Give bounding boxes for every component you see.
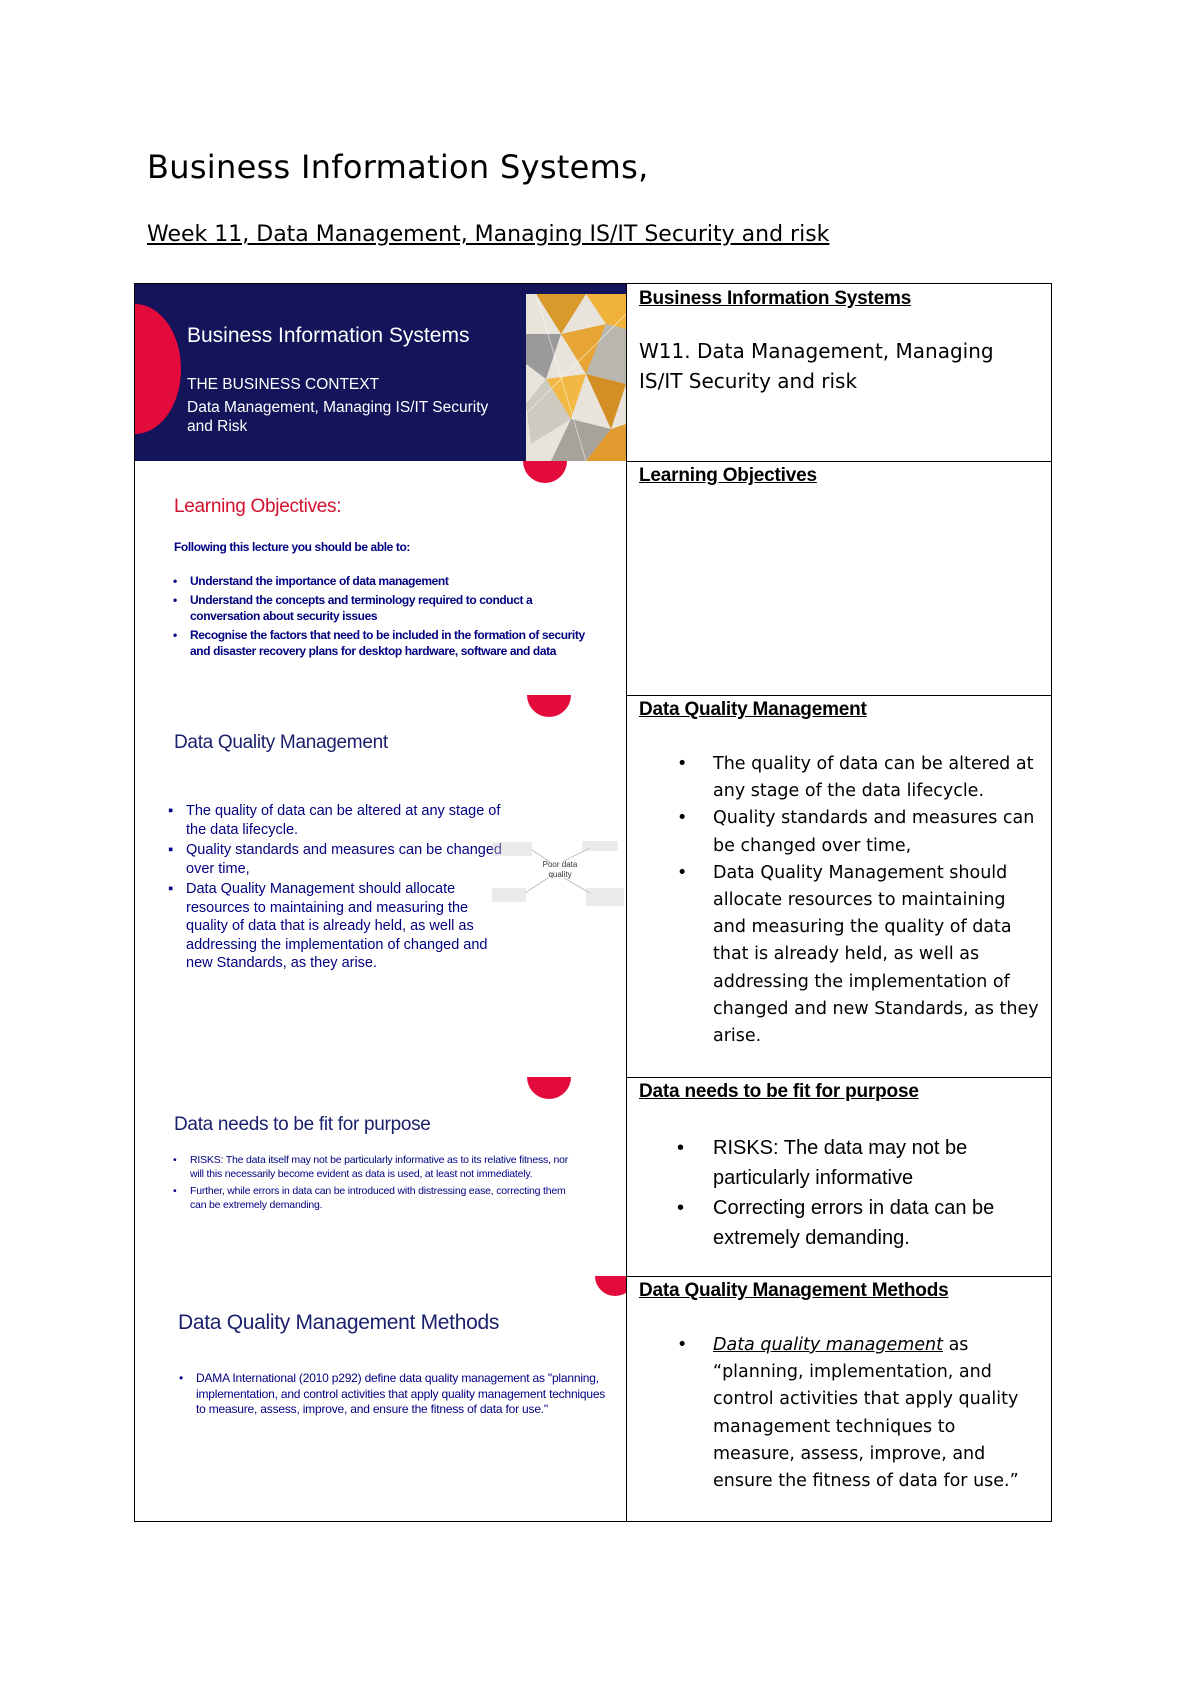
slide-heading: Data Quality Management Methods <box>178 1311 500 1334</box>
slide-data-quality-management <box>135 695 626 1077</box>
notes-bullet: • The quality of data can be altered at any stage of the data lifecycle. <box>639 751 1041 805</box>
red-dot-decoration <box>595 1276 626 1296</box>
notes-bullet-list <box>639 1133 1041 1253</box>
slide-heading: Data needs to be fit for purpose <box>174 1114 431 1135</box>
slide-subtitle: Data Management, Managing IS/IT Security and Risk <box>187 399 489 435</box>
slide-learning-objectives <box>135 461 626 695</box>
slide-bullet-list <box>186 802 504 975</box>
slide-data-quality-methods <box>135 1276 626 1521</box>
slide-bullet: ▪ The quality of data can be altered at any stage of the data lifecycle. <box>186 802 504 839</box>
red-dot-decoration <box>527 695 571 717</box>
poor-data-quality-diagram <box>490 838 625 918</box>
notes-term: Data quality management <box>713 1335 944 1355</box>
notes-heading: Data needs to be fit for purpose <box>639 1081 919 1102</box>
slide-intro-text: Following this lecture you should be able to: <box>174 540 411 554</box>
document-subtitle: Week 11, Data Management, Managing IS/IT Security and risk <box>147 222 830 247</box>
notes-bullet: • RISKS: The data may not be particularly informative <box>639 1133 1041 1193</box>
slide-context-label: THE BUSINESS CONTEXT <box>187 376 380 393</box>
diagram-center-label: Poor data quality <box>542 860 578 879</box>
slide-bullet: • DAMA International (2010 p292) define data quality management as "planning, implementation, and control activities that apply quality management techniques to measure, assess, improve, and ensure the fitness of data for use." <box>196 1371 611 1418</box>
slide-bullet: ▪ Quality standards and measures can be changed over time, <box>186 841 504 878</box>
red-dot-decoration <box>523 461 567 483</box>
red-dot-decoration <box>527 1077 571 1099</box>
notes-cell-title <box>627 284 1051 461</box>
slide-bullet-list <box>196 1371 611 1418</box>
slide-bullet-list <box>190 573 590 662</box>
slide-bullet-list <box>190 1154 575 1216</box>
notes-bullet-list <box>639 751 1041 1050</box>
notes-heading: Data Quality Management <box>639 699 867 720</box>
notes-cell-data-quality-methods <box>627 1276 1051 1521</box>
notes-cell-data-quality-management <box>627 695 1051 1077</box>
notes-table <box>134 283 1052 1522</box>
notes-heading: Data Quality Management Methods <box>639 1280 949 1301</box>
notes-cell-fit-for-purpose <box>627 1077 1051 1276</box>
notes-heading: Business Information Systems <box>639 288 912 309</box>
geometric-panels-image <box>526 294 626 461</box>
slide-heading: Learning Objectives: <box>174 496 342 517</box>
slide-fit-for-purpose <box>135 1077 626 1276</box>
notes-bullet: • Correcting errors in data can be extremely demanding. <box>639 1193 1041 1253</box>
notes-heading: Learning Objectives <box>639 465 817 486</box>
notes-bullet <box>639 1332 1041 1495</box>
notes-bullet: • Quality standards and measures can be changed over time, <box>639 805 1041 859</box>
slide-bullet: • Understand the importance of data management <box>190 573 590 589</box>
slide-bullet: • Understand the concepts and terminology required to conduct a conversation about security issues <box>190 592 590 624</box>
slide-bullet: • RISKS: The data itself may not be particularly informative as to its relative fitness, nor will this necessarily become evident as data is used, at least not immediately. <box>190 1154 575 1181</box>
notes-definition: as “planning, implementation, and control activities that apply quality management techniques to measure, assess, improve, and ensure the fitness of data for use.” <box>713 1335 1019 1492</box>
slide-bullet: ▪ Data Quality Management should allocate resources to maintaining and measuring the quality of data that is already held, as well as addressing the implementation of changed and new Standards, as they arise. <box>186 880 504 973</box>
notes-bullet-list <box>639 1332 1041 1495</box>
slide-heading: Data Quality Management <box>174 732 388 753</box>
notes-cell-learning-objectives <box>627 461 1051 695</box>
slide-bullet: • Recognise the factors that need to be included in the formation of security and disaster recovery plans for desktop hardware, software and data <box>190 627 590 659</box>
document-title: Business Information Systems, <box>147 148 649 186</box>
slide-title-heading: Business Information Systems <box>187 324 470 347</box>
slide-title <box>135 284 626 461</box>
notes-text: W11. Data Management, Managing IS/IT Security and risk <box>639 339 994 393</box>
notes-bullet: • Data Quality Management should allocate resources to maintaining and measuring the quality of data that is already held, as well as addressing the implementation of changed and new Standards, as they arise. <box>639 860 1041 1050</box>
slide-bullet: • Further, while errors in data can be introduced with distressing ease, correcting them can be extremely demanding. <box>190 1185 575 1212</box>
